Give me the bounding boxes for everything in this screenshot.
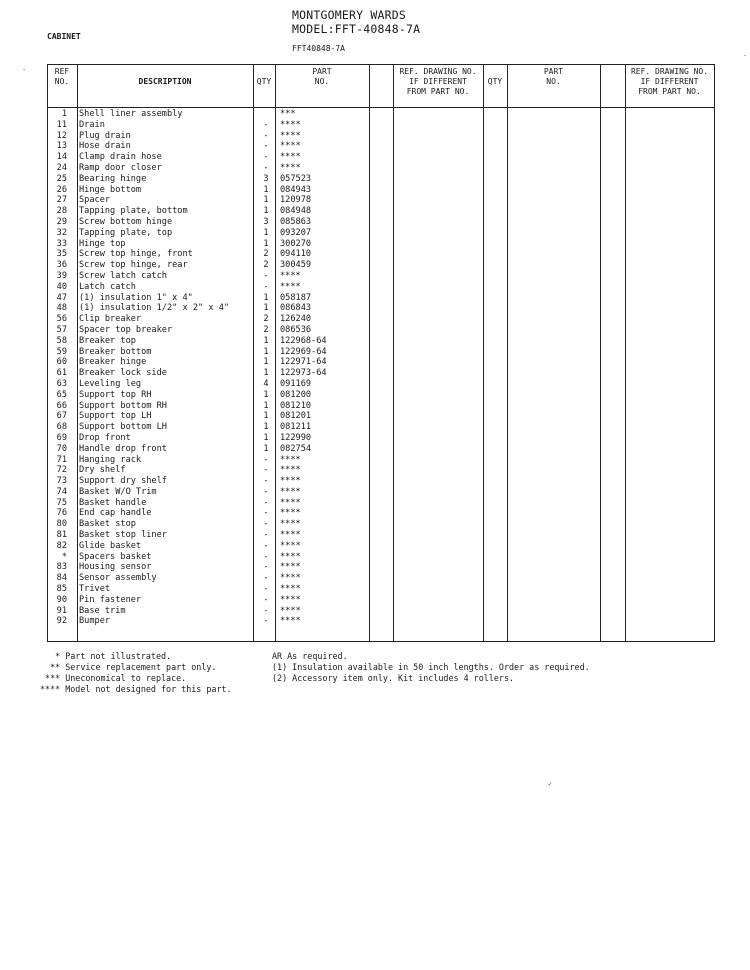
part-number-cell: 081201 [280,411,312,422]
footnotes-left [40,651,232,695]
header-description: DESCRIPTION [138,77,192,86]
footnote-line: **** Model not designed for this part. [40,684,232,694]
description-cell: Plug drain [79,130,131,141]
qty-cell: - [263,162,269,173]
ref-cell: 80 [56,519,67,530]
part-number-cell: 086843 [280,303,312,314]
table-row [47,465,715,476]
ref-cell: 91 [56,605,67,616]
model-title: MODEL:FFT-40848-7A [292,22,421,36]
description-cell: Basket W/O Trim [79,486,157,497]
qty-cell: 1 [263,335,269,346]
ref-cell: 57 [56,324,67,335]
ref-cell: 35 [56,249,67,260]
ref-cell: 84 [56,573,67,584]
description-cell: Leveling leg [79,378,142,389]
ref-cell: 83 [56,562,67,573]
table-row [47,282,715,293]
qty-cell: 3 [263,173,269,184]
ref-cell: 28 [56,206,67,217]
footnotes-right [272,651,590,684]
footnote-line: *** Uneconomical to replace. [40,673,187,683]
qty-cell: 2 [263,260,269,271]
description-cell: Spacer [79,195,111,206]
qty-cell: - [263,270,269,281]
description-cell: Hinge top [79,238,126,249]
qty-cell: - [263,616,269,627]
ref-cell: 25 [56,173,67,184]
table-row [47,325,715,336]
ref-cell: 61 [56,368,67,379]
qty-cell: - [263,605,269,616]
ref-cell: 63 [56,378,67,389]
table-row [47,498,715,509]
ref-cell: * [61,551,67,562]
description-cell: Spacers basket [79,551,152,562]
part-number-cell: **** [280,152,301,163]
header-part-no-2: PART NO. [543,67,564,86]
table-row [47,552,715,563]
table-row [47,347,715,358]
table-row [47,390,715,401]
table-row [47,616,715,627]
qty-cell: - [263,562,269,573]
part-number-cell: 122968-64 [280,335,327,346]
qty-cell: 1 [263,422,269,433]
table-row [47,357,715,368]
description-cell: Ramp door closer [79,162,162,173]
part-number-cell: **** [280,119,301,130]
qty-cell: - [263,551,269,562]
ref-cell: 47 [56,292,67,303]
ref-cell: 82 [56,540,67,551]
qty-cell: 1 [263,368,269,379]
table-row [47,595,715,606]
table-row [47,411,715,422]
description-cell: Support dry shelf [79,476,167,487]
part-number-cell: 085863 [280,216,312,227]
ref-cell: 36 [56,260,67,271]
description-cell: Drop front [79,432,131,443]
table-row [47,174,715,185]
table-row [47,217,715,228]
ref-cell: 27 [56,195,67,206]
description-cell: Spacer top breaker [79,324,173,335]
ref-cell: 1 [61,109,67,119]
ref-cell: 29 [56,216,67,227]
part-number-cell: **** [280,497,301,508]
qty-cell: - [263,454,269,465]
qty-cell: 1 [263,206,269,217]
ref-cell: 40 [56,281,67,292]
table-row [47,239,715,250]
description-cell: Screw latch catch [79,270,167,281]
qty-cell: - [263,530,269,541]
qty-cell: 1 [263,303,269,314]
header-rule [47,107,715,108]
qty-cell: 1 [263,292,269,303]
part-number-cell: **** [280,162,301,173]
table-row [47,487,715,498]
brand-title: MONTGOMERY WARDS [292,8,406,22]
qty-cell: - [263,130,269,141]
part-number-cell: **** [280,584,301,595]
part-number-cell: 081200 [280,389,312,400]
ref-cell: 76 [56,508,67,519]
part-number-cell: **** [280,594,301,605]
scan-mark: · [22,66,27,74]
section-label: CABINET [47,32,81,41]
part-number-cell: 122990 [280,432,312,443]
description-cell: End cap handle [79,508,152,519]
part-number-cell: **** [280,540,301,551]
description-cell: Pin fastener [79,594,142,605]
qty-cell: 2 [263,249,269,260]
table-row [47,131,715,142]
part-number-cell: 058187 [280,292,312,303]
ref-cell: 11 [56,119,67,130]
table-row [47,455,715,466]
ref-cell: 59 [56,346,67,357]
part-number-cell: 300270 [280,238,312,249]
qty-cell: - [263,540,269,551]
table-row [47,249,715,260]
part-number-cell: 126240 [280,314,312,325]
description-cell: Screw top hinge, rear [79,260,188,271]
description-cell: Basket stop [79,519,136,530]
part-number-cell: 086536 [280,324,312,335]
description-cell: Clip breaker [79,314,142,325]
ref-cell: 72 [56,465,67,476]
qty-cell: 1 [263,389,269,400]
description-cell: Bumper [79,616,111,627]
description-cell: Latch catch [79,281,136,292]
ref-cell: 14 [56,152,67,163]
description-cell: Hinge bottom [79,184,142,195]
table-row [47,422,715,433]
table-row [47,508,715,519]
part-number-cell: 082754 [280,443,312,454]
qty-cell: - [263,584,269,595]
part-number-cell: **** [280,270,301,281]
qty-cell: 4 [263,378,269,389]
qty-cell: 1 [263,227,269,238]
scan-mark: · [743,52,748,60]
table-row [47,519,715,530]
scan-mark: ✓ [548,780,553,788]
table-row [47,584,715,595]
qty-cell: - [263,519,269,530]
table-row [47,606,715,617]
description-cell: Hanging rack [79,454,142,465]
part-number-cell: 122969-64 [280,346,327,357]
qty-cell: 1 [263,184,269,195]
part-number-cell: 091169 [280,378,312,389]
part-number-cell: *** [280,109,296,119]
part-number-cell: 084943 [280,184,312,195]
description-cell: Support bottom RH [79,400,167,411]
ref-cell: 71 [56,454,67,465]
ref-cell: 69 [56,432,67,443]
qty-cell: - [263,141,269,152]
footnote-line: (2) Accessory item only. Kit includes 4 rollers. [272,673,515,683]
ref-cell: 26 [56,184,67,195]
ref-cell: 39 [56,270,67,281]
qty-cell: - [263,119,269,130]
part-number-cell: **** [280,519,301,530]
description-cell: Shell liner assembly [79,109,183,119]
qty-cell: 1 [263,195,269,206]
qty-cell: - [263,508,269,519]
qty-cell: 2 [263,324,269,335]
part-number-cell: **** [280,508,301,519]
table-row [47,228,715,239]
footnote-line: (1) Insulation available in 50 inch lengths. Order as required. [272,662,590,672]
table-row [47,293,715,304]
qty-cell: 3 [263,216,269,227]
description-cell: Sensor assembly [79,573,157,584]
ref-cell: 81 [56,530,67,541]
part-number-cell: **** [280,616,301,627]
table-row [47,379,715,390]
ref-cell: 73 [56,476,67,487]
qty-cell: 1 [263,411,269,422]
part-number-cell: **** [280,562,301,573]
part-number-cell: **** [280,281,301,292]
table-row [47,336,715,347]
table-row [47,530,715,541]
table-row [47,401,715,412]
qty-cell: - [263,594,269,605]
description-cell: (1) insulation 1/2" x 2" x 4" [79,303,230,314]
qty-cell: - [263,465,269,476]
part-number-cell: **** [280,551,301,562]
description-cell: Drain [79,119,105,130]
table-row [47,303,715,314]
description-cell: Glide basket [79,540,142,551]
table-row [47,163,715,174]
part-number-cell: **** [280,465,301,476]
ref-cell: 56 [56,314,67,325]
header-part-no: PART NO. [312,67,332,86]
description-cell: Breaker bottom [79,346,152,357]
part-number-cell: 122971-64 [280,357,327,368]
part-number-cell: **** [280,573,301,584]
qty-cell: 1 [263,443,269,454]
description-cell: Support bottom LH [79,422,167,433]
table-row [47,314,715,325]
table-row [47,541,715,552]
ref-cell: 90 [56,594,67,605]
qty-cell: - [263,152,269,163]
description-cell: Base trim [79,605,126,616]
qty-cell: - [263,486,269,497]
footnote-line: AR As required. [272,651,348,661]
footnote-line: ** Service replacement part only. [40,662,217,672]
parts-rows [47,109,715,627]
description-cell: Basket handle [79,497,147,508]
ref-cell: 74 [56,486,67,497]
parts-table [47,64,715,642]
description-cell: Handle drop front [79,443,167,454]
ref-cell: 58 [56,335,67,346]
qty-cell: - [263,573,269,584]
part-number-cell: 084948 [280,206,312,217]
header-ref-no: REF NO. [54,67,70,86]
table-row [47,271,715,282]
description-cell: Breaker hinge [79,357,147,368]
qty-cell: 1 [263,400,269,411]
table-row [47,195,715,206]
ref-cell: 12 [56,130,67,141]
description-cell: Hose drain [79,141,131,152]
footnote-line: * Part not illustrated. [40,651,172,661]
part-number-cell: **** [280,605,301,616]
table-row [47,206,715,217]
part-number-cell: **** [280,486,301,497]
qty-cell: - [263,497,269,508]
table-row [47,573,715,584]
table-row [47,185,715,196]
part-number-cell: **** [280,141,301,152]
part-number-cell: 094110 [280,249,312,260]
description-cell: Bearing hinge [79,173,147,184]
table-row [47,141,715,152]
description-cell: Support top RH [79,389,152,400]
ref-cell: 85 [56,584,67,595]
qty-cell: - [263,476,269,487]
qty-cell: 2 [263,314,269,325]
description-cell: Tapping plate, bottom [79,206,188,217]
ref-cell: 75 [56,497,67,508]
part-number-cell: **** [280,130,301,141]
description-cell: Clamp drain hose [79,152,162,163]
qty-cell: 1 [263,238,269,249]
ref-cell: 33 [56,238,67,249]
description-cell: Screw top hinge, front [79,249,193,260]
ref-cell: 13 [56,141,67,152]
header-qty: QTY [256,77,272,86]
table-row [47,562,715,573]
part-number-cell: 122973-64 [280,368,327,379]
ref-cell: 92 [56,616,67,627]
header-ref-drawing-2: REF. DRAWING NO. IF DIFFERENT FROM PART NO. [630,67,709,96]
part-number-cell: **** [280,530,301,541]
qty-cell: - [263,281,269,292]
table-row [47,152,715,163]
table-row [47,444,715,455]
header-ref-drawing: REF. DRAWING NO. IF DIFFERENT FROM PART NO. [399,67,477,96]
table-row [47,433,715,444]
ref-cell: 68 [56,422,67,433]
description-cell: (1) insulation 1" x 4" [79,292,193,303]
qty-cell: 1 [263,346,269,357]
ref-cell: 70 [56,443,67,454]
model-code: FFT40848-7A [292,44,345,53]
description-cell: Dry shelf [79,465,126,476]
description-cell: Tapping plate, top [79,227,173,238]
description-cell: Basket stop liner [79,530,167,541]
description-cell: Support top LH [79,411,152,422]
table-row [47,368,715,379]
ref-cell: 48 [56,303,67,314]
table-row [47,260,715,271]
ref-cell: 32 [56,227,67,238]
description-cell: Trivet [79,584,111,595]
part-number-cell: 093207 [280,227,312,238]
table-row [47,476,715,487]
description-cell: Breaker top [79,335,136,346]
table-row [47,109,715,120]
ref-cell: 66 [56,400,67,411]
description-cell: Screw bottom hinge [79,216,173,227]
part-number-cell: 120978 [280,195,312,206]
part-number-cell: 081210 [280,400,312,411]
part-number-cell: **** [280,476,301,487]
part-number-cell: 081211 [280,422,312,433]
part-number-cell: 300459 [280,260,312,271]
header-qty-2: QTY [487,77,503,86]
qty-cell: 1 [263,432,269,443]
ref-cell: 60 [56,357,67,368]
ref-cell: 24 [56,162,67,173]
ref-cell: 67 [56,411,67,422]
description-cell: Housing sensor [79,562,152,573]
ref-cell: 65 [56,389,67,400]
part-number-cell: 057523 [280,173,312,184]
part-number-cell: **** [280,454,301,465]
qty-cell: 1 [263,357,269,368]
description-cell: Breaker lock side [79,368,167,379]
table-row [47,120,715,131]
